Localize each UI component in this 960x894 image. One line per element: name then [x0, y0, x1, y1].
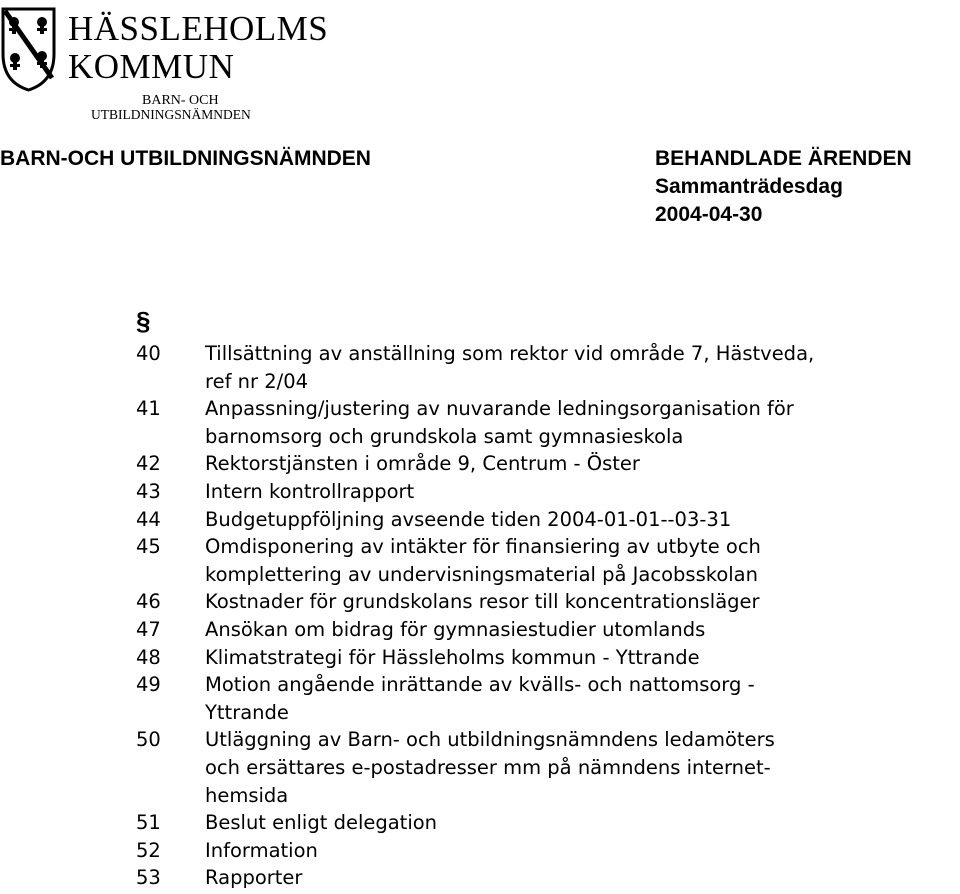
- agenda-item-title: [205, 671, 755, 726]
- agenda-item-number: 50: [136, 728, 161, 752]
- agenda-item-line: Rapporter: [205, 866, 303, 890]
- agenda-item-title: [205, 533, 761, 588]
- municipality-logo: [0, 2, 329, 124]
- agenda-item-line: Rektorstjänsten i område 9, Centrum - Öster: [205, 452, 640, 476]
- document-header-left: BARN-OCH UTBILDNINGSNÄMNDEN: [0, 147, 371, 170]
- agenda-item-line: Information: [205, 838, 318, 862]
- section-symbol: §: [136, 306, 151, 336]
- agenda-item-number: 46: [136, 590, 161, 614]
- agenda-item: [136, 809, 956, 837]
- agenda-item-title: [205, 506, 731, 534]
- agenda-item-number: 43: [136, 479, 161, 503]
- committee-name-line1: BARN- OCH: [142, 93, 219, 108]
- agenda-item-line: Omdisponering av intäkter för finansiering av utbyte och: [205, 535, 761, 559]
- committee-name-line2: UTBILDNINGSNÄMNDEN: [91, 107, 251, 122]
- agenda-item: [136, 726, 956, 809]
- agenda-item: [136, 533, 956, 588]
- agenda-item: [136, 864, 956, 892]
- agenda-item-number: 49: [136, 673, 161, 697]
- agenda-item-title: [205, 450, 640, 478]
- agenda-item-number: 53: [136, 866, 161, 890]
- agenda-item: [136, 837, 956, 865]
- agenda-item: [136, 616, 956, 644]
- agenda-item-title: [205, 726, 775, 809]
- agenda-item-title: [205, 340, 814, 395]
- agenda-item-line: Motion angående inrättande av kvälls- och nattomsorg -: [205, 673, 755, 697]
- agenda-item-number: 42: [136, 452, 161, 476]
- agenda-item-title: [205, 644, 700, 672]
- agenda-item-line: Yttrande: [205, 700, 289, 724]
- agenda-item-number: 51: [136, 811, 161, 835]
- agenda-item-line: Utläggning av Barn- och utbildningsnämndens ledamöters: [205, 728, 775, 752]
- agenda-item-number: 41: [136, 397, 161, 421]
- agenda-item-number: 47: [136, 617, 161, 641]
- agenda-item-title: [205, 864, 302, 892]
- municipality-name-line1: HÄSSLEHOLMS: [68, 9, 329, 48]
- agenda-item-number: 40: [136, 342, 161, 365]
- agenda-item-line: Budgetuppföljning avseende tiden 2004-01-01--03-31: [205, 507, 732, 531]
- agenda-item-title: [205, 809, 437, 837]
- meeting-label: Sammanträdesdag: [655, 175, 843, 198]
- agenda-list: [136, 340, 956, 892]
- agenda-item-line: Kostnader för grundskolans resor till koncentrationsläger: [205, 590, 760, 614]
- municipality-name: [68, 10, 328, 86]
- agenda-item-line: och ersättares e-postadresser mm på nämndens internet-: [205, 755, 771, 779]
- agenda-item: [136, 588, 956, 616]
- agenda-item-line: Intern kontrollrapport: [205, 479, 415, 503]
- agenda-item: [136, 478, 956, 506]
- agenda-item: [136, 340, 956, 395]
- committee-name: [0, 94, 300, 122]
- agenda-item-line: ref nr 2/04: [205, 369, 309, 393]
- agenda-item-number: 44: [136, 507, 161, 531]
- agenda-item-title: [205, 588, 760, 616]
- agenda-item-number: 52: [136, 838, 161, 862]
- agenda-item-number: 45: [136, 535, 161, 559]
- coat-of-arms-icon: [0, 6, 57, 92]
- agenda-item: [136, 395, 956, 450]
- meeting-date: 2004-04-30: [655, 203, 763, 226]
- agenda-item-title: [205, 478, 414, 506]
- agenda-item-line: Anpassning/justering av nuvarande ledningsorganisation för: [205, 397, 794, 421]
- agenda-item-line: hemsida: [205, 783, 289, 807]
- header-title: BEHANDLADE ÄRENDEN: [655, 147, 912, 170]
- agenda-item-line: Tillsättning av anställning som rektor vid område 7, Hästveda,: [205, 342, 815, 365]
- agenda-item-number: 48: [136, 645, 161, 669]
- agenda-item-line: Ansökan om bidrag för gymnasiestudier utomlands: [205, 617, 706, 641]
- municipality-name-line2: KOMMUN: [68, 47, 235, 86]
- agenda-item: [136, 644, 956, 672]
- agenda-item-title: [205, 837, 318, 865]
- agenda-item-title: [205, 616, 705, 644]
- agenda-item-line: Klimatstrategi för Hässleholms kommun - Yttrande: [205, 645, 700, 669]
- document-header-right: [655, 145, 912, 229]
- agenda-item: [136, 671, 956, 726]
- agenda-item: [136, 450, 956, 478]
- agenda-item: [136, 506, 956, 534]
- agenda-item-line: Beslut enligt delegation: [205, 811, 438, 835]
- agenda-item-line: barnomsorg och grundskola samt gymnasieskola: [205, 424, 684, 448]
- agenda-item-title: [205, 395, 794, 450]
- agenda-item-line: komplettering av undervisningsmaterial på Jacobsskolan: [205, 562, 758, 586]
